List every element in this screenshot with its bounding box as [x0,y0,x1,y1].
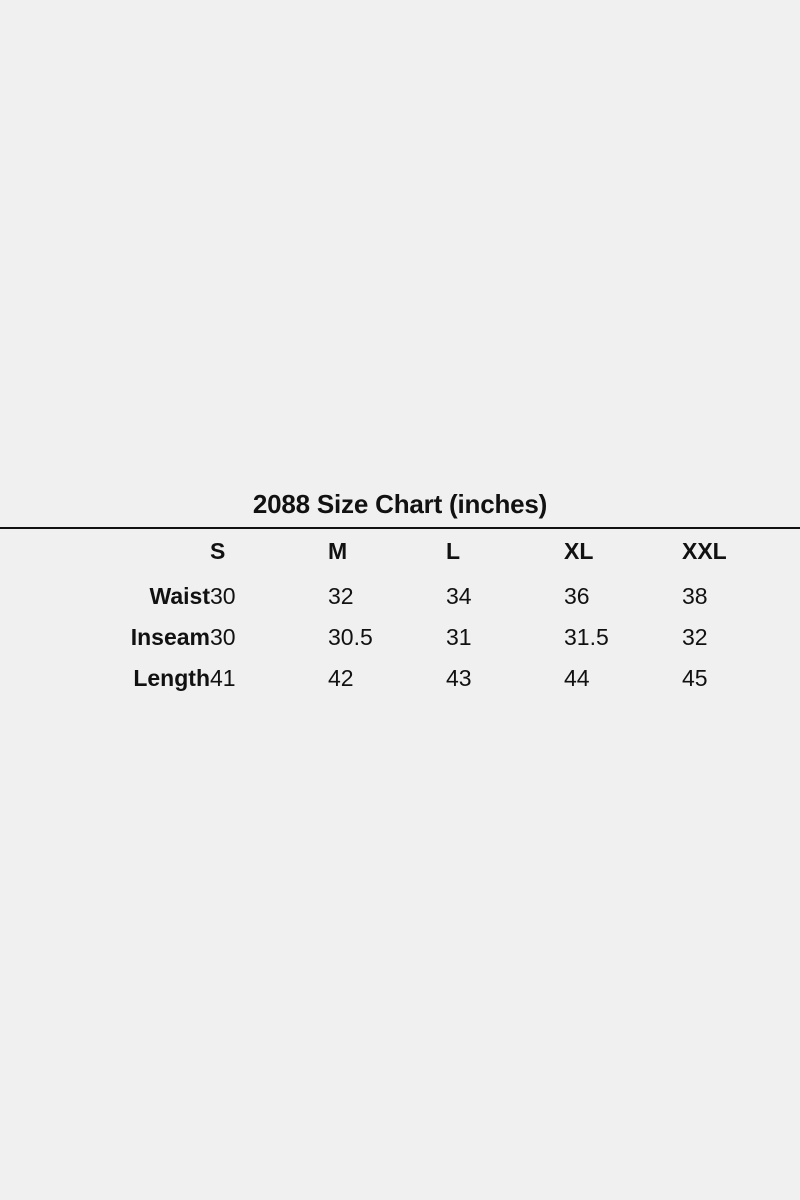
cell-waist-l: 34 [446,583,472,609]
size-chart-table [0,529,800,699]
cell-waist-xl: 36 [564,583,590,609]
chart-title: 2088 Size Chart (inches) [252,489,548,519]
table-corner-cell [0,529,210,573]
cell-inseam-xl: 31.5 [564,624,609,650]
table-header-row [0,529,800,573]
cell-length-xxl: 45 [682,665,708,691]
cell-length-xl: 44 [564,665,590,691]
cell-length-s: 41 [210,665,236,691]
column-header-xxl: XXL [682,537,727,564]
table-row [0,617,800,658]
cell-length-l: 43 [446,665,472,691]
size-chart [0,489,800,699]
cell-waist-s: 30 [210,583,236,609]
cell-length-m: 42 [328,665,354,691]
table-row [0,658,800,699]
cell-inseam-l: 31 [446,624,472,650]
cell-inseam-xxl: 32 [682,624,708,650]
cell-inseam-s: 30 [210,624,236,650]
column-header-xl: XL [564,537,594,564]
column-header-s: S [210,537,226,564]
table-row [0,573,800,617]
row-label-inseam: Inseam [130,624,210,650]
row-label-waist: Waist [149,583,210,609]
cell-waist-xxl: 38 [682,583,708,609]
cell-waist-m: 32 [328,583,354,609]
row-label-length: Length [133,665,210,691]
column-header-m: M [328,537,348,564]
column-header-l: L [446,537,461,564]
cell-inseam-m: 30.5 [328,624,373,650]
